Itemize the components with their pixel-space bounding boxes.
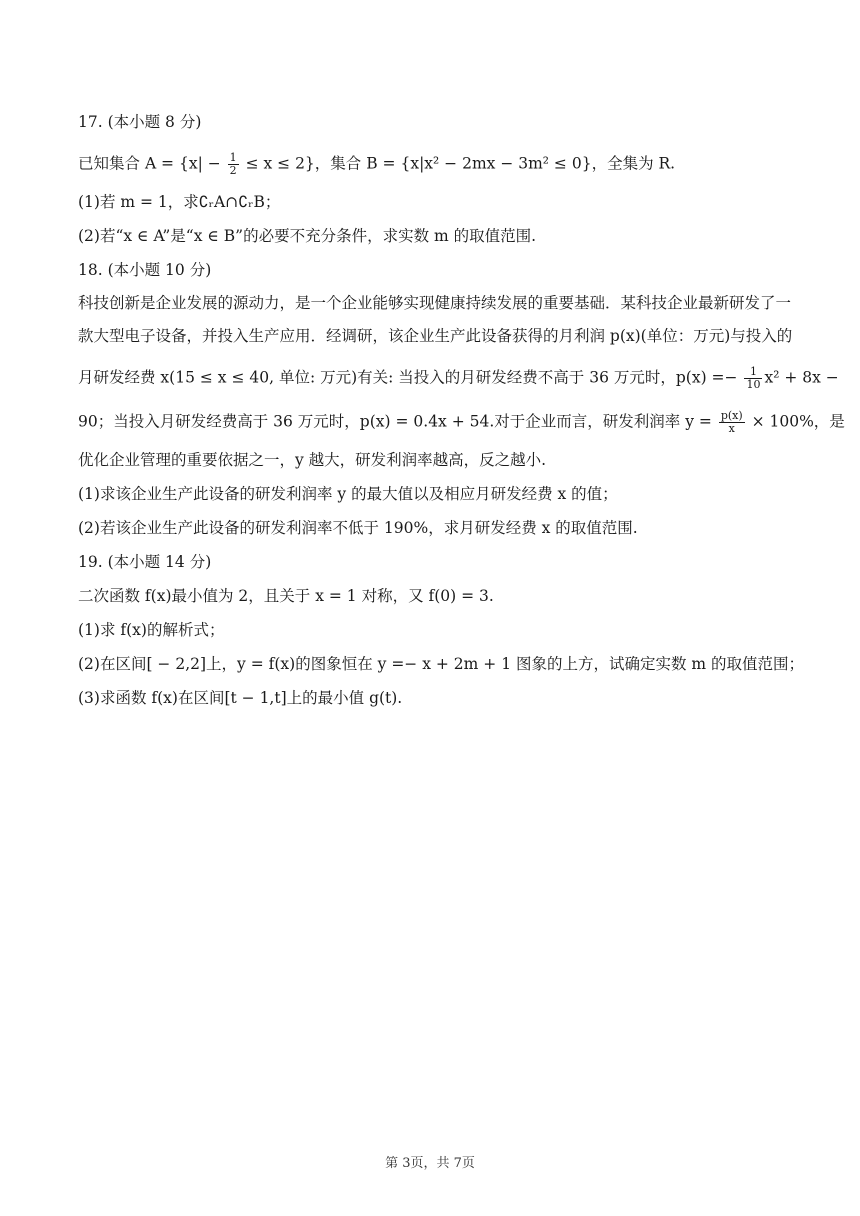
set-a-right: ≤ x ≤ 2} <box>240 154 315 173</box>
problem-17-part-2: (2)若“x ∈ A”是“x ∈ B”的必要不充分条件，求实数 m 的取值范围. <box>78 227 537 245</box>
fraction-one-tenth <box>744 366 762 391</box>
fraction-numerator: 1 <box>744 366 762 379</box>
stem-text: ，集合 <box>314 154 367 173</box>
problem-19-header: 19. (本小题 14 分) <box>78 553 212 571</box>
fraction-p-over-x <box>719 410 745 435</box>
fraction-denominator: 10 <box>746 378 761 391</box>
problem-18-line-5: 优化企业管理的重要依据之一，y 越大，研发利润率越高，反之越小. <box>78 451 547 469</box>
fraction-denominator: 2 <box>229 164 237 177</box>
problem-17-stem <box>78 152 790 177</box>
stem-text: x² + 8x − <box>764 368 839 387</box>
set-b: B = {x|x² − 2mx − 3m² ≤ 0} <box>366 154 592 173</box>
problem-19-part-3: (3)求函数 f(x)在区间[t − 1,t]上的最小值 g(t). <box>78 689 403 707</box>
stem-text: 已知集合 <box>78 154 145 173</box>
fraction-half <box>228 152 239 177</box>
problem-18-line-4 <box>78 409 845 435</box>
fraction-numerator: 1 <box>229 151 237 164</box>
stem-text: 90；当投入月研发经费高于 36 万元时，p(x) = 0.4x + 54.对于企业而言，研发利润率 y = <box>78 412 717 431</box>
fraction-denominator: x <box>728 422 735 435</box>
problem-18-part-1: (1)求该企业生产此设备的研发利润率 y 的最大值以及相应月研发经费 x 的值； <box>78 485 618 503</box>
problem-19-part-1: (1)求 f(x)的解析式； <box>78 621 225 639</box>
stem-text: 月研发经费 x(15 ≤ x ≤ 40, 单位: 万元)有关: 当投入的月研发经费不高于 36 万元时，p(x) =− <box>78 368 743 387</box>
problem-17-header: 17. (本小题 8 分) <box>78 113 202 131</box>
stem-text: ，全集为 R. <box>591 154 676 173</box>
problem-18-line-2: 款大型电子设备，并投入生产应用．经调研，该企业生产此设备获得的月利润 p(x)(单位：万元)与投入的 <box>78 327 793 345</box>
problem-18-line-1: 科技创新是企业发展的源动力，是一个企业能够实现健康持续发展的重要基础．某科技企业最新研发了一 <box>78 294 792 312</box>
problem-18-header: 18. (本小题 10 分) <box>78 261 212 279</box>
problem-17-part-1: (1)若 m = 1，求∁ᵣA∩∁ᵣB； <box>78 193 281 211</box>
set-a-left: A = {x| − <box>144 154 226 173</box>
problem-18-line-3 <box>78 365 839 391</box>
stem-text: × 100%，是 <box>746 412 845 431</box>
problem-18-part-2: (2)若该企业生产此设备的研发利润率不低于 190%，求月研发经费 x 的取值范围. <box>78 519 638 537</box>
fraction-numerator: p(x) <box>720 409 743 422</box>
problem-19-part-2: (2)在区间[ − 2,2]上，y = f(x)的图象恒在 y =− x + 2m + 1 图象的上方，试确定实数 m 的取值范围； <box>78 655 805 673</box>
page-footer: 第 3页，共 7页 <box>385 1156 475 1171</box>
problem-19-stem: 二次函数 f(x)最小值为 2，且关于 x = 1 对称，又 f(0) = 3. <box>78 587 494 605</box>
